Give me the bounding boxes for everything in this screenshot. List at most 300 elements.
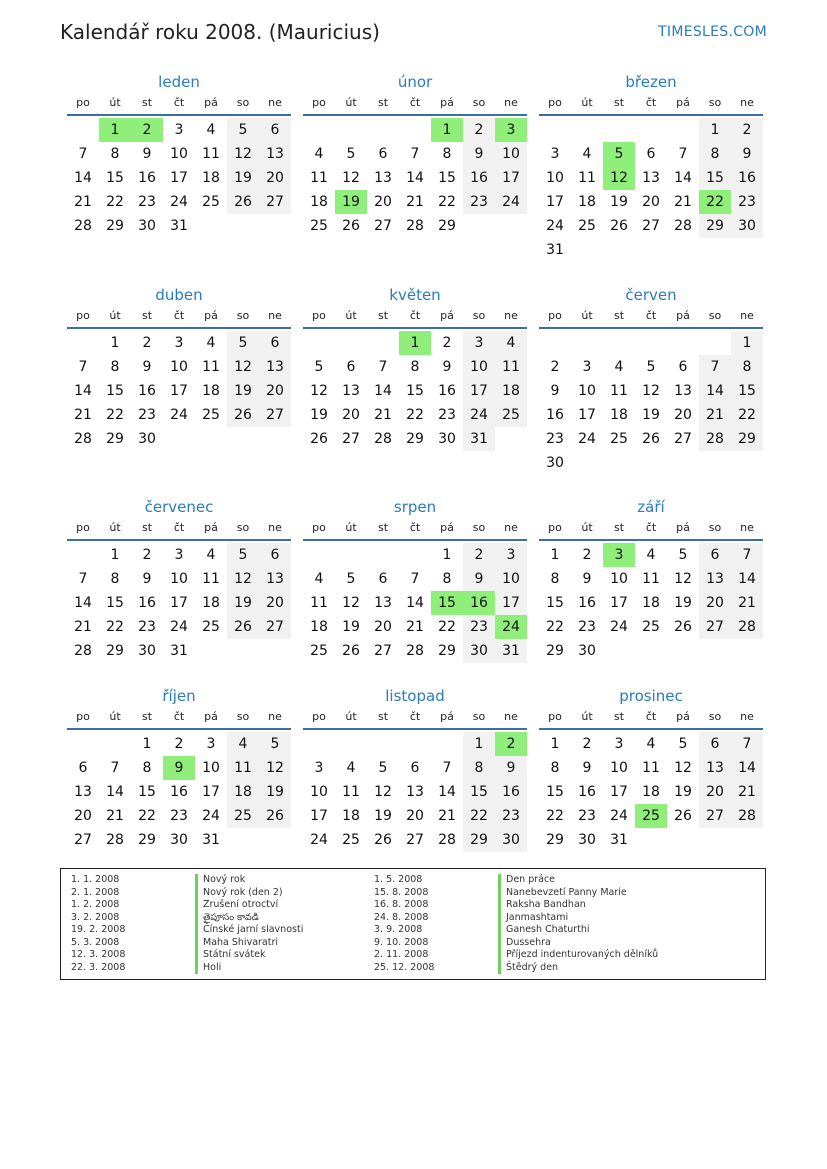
day-cell: 4	[206, 122, 216, 138]
day-cell: 3	[174, 122, 184, 138]
weekday-label: ne	[268, 96, 282, 109]
day-cell: 12	[259, 756, 291, 780]
day-cell: 25	[202, 194, 220, 210]
day-cell: 11	[310, 595, 328, 611]
empty-cell	[303, 118, 335, 142]
day-cell: 13	[259, 142, 291, 166]
day-cell: 13	[674, 383, 692, 399]
month-name: říjen	[162, 687, 196, 705]
holiday-day-cell: 22	[699, 190, 731, 214]
day-cell: 2	[731, 118, 763, 142]
day-grid	[67, 331, 291, 451]
day-cell: 22	[106, 194, 124, 210]
month-name: únor	[397, 73, 433, 91]
day-cell: 6	[378, 571, 388, 587]
empty-cell	[399, 118, 431, 142]
month-name: březen	[625, 73, 677, 91]
day-cell: 12	[642, 383, 660, 399]
day-cell: 24	[495, 190, 527, 214]
holiday-row	[374, 949, 658, 962]
holiday-day-cell: 3	[495, 118, 527, 142]
day-cell: 24	[463, 403, 495, 427]
holiday-date: 5. 3. 2008	[71, 936, 120, 948]
weekday-label: út	[581, 309, 593, 322]
weekday-label: so	[708, 96, 722, 109]
day-cell: 4	[206, 335, 216, 351]
day-cell: 17	[546, 194, 564, 210]
weekday-header	[67, 94, 291, 116]
day-cell: 29	[699, 214, 731, 238]
day-cell: 5	[227, 118, 259, 142]
day-cell: 5	[646, 359, 656, 375]
day-cell: 21	[699, 403, 731, 427]
holiday-day-cell: 5	[603, 142, 635, 166]
day-cell: 2	[463, 118, 495, 142]
day-cell: 28	[731, 615, 763, 639]
day-cell: 20	[259, 166, 291, 190]
day-cell: 19	[374, 808, 392, 824]
day-cell: 23	[546, 431, 564, 447]
holiday-row	[71, 899, 303, 912]
day-grid	[539, 543, 763, 663]
day-cell: 26	[342, 218, 360, 234]
weekday-label: čt	[409, 710, 421, 723]
day-cell: 25	[202, 407, 220, 423]
holiday-date: 2. 1. 2008	[71, 886, 120, 898]
holiday-date: 9. 10. 2008	[374, 936, 429, 948]
weekday-label: po	[76, 96, 90, 109]
day-cell: 31	[170, 218, 188, 234]
holiday-row	[71, 912, 303, 925]
day-cell: 13	[259, 567, 291, 591]
day-cell: 1	[699, 118, 731, 142]
holiday-name: Den práce	[498, 874, 555, 887]
day-cell: 20	[74, 808, 92, 824]
day-cell: 28	[674, 218, 692, 234]
weekday-label: pá	[204, 710, 218, 723]
holiday-name: Zrušení otroctví	[195, 899, 278, 912]
holiday-day-cell: 3	[603, 543, 635, 567]
weekday-label: so	[708, 309, 722, 322]
day-grid	[303, 331, 527, 451]
month-září	[539, 495, 763, 663]
day-cell: 11	[642, 760, 660, 776]
day-cell: 13	[642, 170, 660, 186]
day-grid	[67, 118, 291, 238]
day-cell: 27	[74, 832, 92, 848]
day-cell: 31	[170, 643, 188, 659]
day-cell: 2	[463, 543, 495, 567]
empty-cell	[699, 331, 731, 355]
day-cell: 7	[78, 359, 88, 375]
holiday-row	[374, 962, 658, 975]
day-cell: 21	[406, 194, 424, 210]
day-cell: 7	[378, 359, 388, 375]
day-cell: 30	[170, 832, 188, 848]
day-cell: 14	[374, 383, 392, 399]
holiday-date: 15. 8. 2008	[374, 886, 429, 898]
holiday-name: Čínské jarní slavnosti	[195, 924, 303, 937]
holiday-name: Ganesh Chaturthi	[498, 924, 590, 937]
empty-cell	[367, 118, 399, 142]
day-cell: 22	[106, 619, 124, 635]
weekday-label: po	[76, 309, 90, 322]
day-cell: 23	[578, 808, 596, 824]
day-cell: 4	[614, 359, 624, 375]
month-březen	[539, 70, 763, 262]
weekday-header	[67, 519, 291, 541]
day-cell: 30	[438, 431, 456, 447]
day-cell: 1	[110, 335, 120, 351]
weekday-label: st	[141, 521, 153, 534]
day-cell: 14	[438, 784, 456, 800]
month-květen	[303, 283, 527, 451]
weekday-label: čt	[173, 309, 185, 322]
empty-cell	[399, 543, 431, 567]
day-cell: 27	[674, 431, 692, 447]
day-cell: 15	[438, 170, 456, 186]
day-cell: 3	[495, 543, 527, 567]
day-cell: 8	[550, 760, 560, 776]
day-grid	[303, 732, 527, 852]
month-name: prosinec	[619, 687, 683, 705]
holiday-row	[71, 924, 303, 937]
day-cell: 3	[582, 359, 592, 375]
day-cell: 15	[406, 383, 424, 399]
day-cell: 30	[578, 643, 596, 659]
weekday-label: čt	[645, 309, 657, 322]
month-červenec	[67, 495, 291, 663]
holiday-row	[374, 887, 658, 900]
day-cell: 10	[495, 142, 527, 166]
day-cell: 16	[495, 780, 527, 804]
day-cell: 14	[106, 784, 124, 800]
day-cell: 27	[374, 643, 392, 659]
day-cell: 26	[374, 832, 392, 848]
empty-cell	[635, 331, 667, 355]
day-cell: 22	[731, 403, 763, 427]
holiday-list	[60, 868, 766, 980]
day-cell: 11	[202, 146, 220, 162]
day-cell: 12	[227, 142, 259, 166]
day-cell: 16	[138, 383, 156, 399]
empty-cell	[635, 118, 667, 142]
weekday-header	[303, 708, 527, 730]
day-cell: 3	[314, 760, 324, 776]
day-cell: 8	[731, 355, 763, 379]
day-cell: 5	[678, 547, 688, 563]
day-cell: 30	[138, 431, 156, 447]
day-cell: 15	[731, 379, 763, 403]
day-cell: 18	[610, 407, 628, 423]
day-cell: 17	[610, 595, 628, 611]
day-cell: 10	[610, 760, 628, 776]
day-cell: 19	[342, 619, 360, 635]
day-cell: 6	[259, 118, 291, 142]
day-cell: 9	[463, 567, 495, 591]
holiday-name: Státní svátek	[195, 949, 265, 962]
holiday-name: Příjezd indenturovaných dělníků	[498, 949, 658, 962]
month-name: srpen	[393, 498, 437, 516]
weekday-label: so	[236, 521, 250, 534]
day-cell: 14	[674, 170, 692, 186]
day-cell: 16	[463, 166, 495, 190]
day-cell: 9	[463, 142, 495, 166]
brand-link[interactable]: TIMESLES.COM	[658, 24, 767, 40]
day-cell: 7	[410, 146, 420, 162]
day-cell: 18	[642, 784, 660, 800]
day-cell: 26	[227, 615, 259, 639]
day-cell: 27	[374, 218, 392, 234]
holiday-date: 3. 9. 2008	[374, 924, 423, 935]
holiday-date: 22. 3. 2008	[71, 961, 126, 973]
day-cell: 23	[463, 190, 495, 214]
holiday-date: 12. 3. 2008	[71, 949, 126, 960]
weekday-header	[303, 94, 527, 116]
day-cell: 19	[674, 784, 692, 800]
day-cell: 29	[546, 643, 564, 659]
day-cell: 19	[610, 194, 628, 210]
holiday-day-cell: 1	[399, 331, 431, 355]
day-cell: 21	[406, 619, 424, 635]
day-cell: 5	[346, 571, 356, 587]
empty-cell	[335, 543, 367, 567]
day-cell: 27	[259, 615, 291, 639]
weekday-header	[303, 307, 527, 329]
day-cell: 28	[106, 832, 124, 848]
day-cell: 4	[206, 547, 216, 563]
day-cell: 20	[259, 591, 291, 615]
day-cell: 30	[546, 455, 564, 471]
weekday-label: po	[312, 309, 326, 322]
holiday-date: 19. 2. 2008	[71, 924, 126, 935]
weekday-label: po	[312, 96, 326, 109]
weekday-label: ne	[504, 309, 518, 322]
day-cell: 4	[582, 146, 592, 162]
weekday-label: pá	[676, 521, 690, 534]
day-cell: 23	[438, 407, 456, 423]
day-cell: 11	[610, 383, 628, 399]
day-cell: 4	[227, 732, 259, 756]
empty-cell	[367, 331, 399, 355]
day-cell: 29	[731, 427, 763, 451]
day-cell: 15	[106, 383, 124, 399]
day-cell: 7	[78, 146, 88, 162]
day-cell: 7	[731, 543, 763, 567]
day-cell: 27	[642, 218, 660, 234]
day-cell: 1	[731, 331, 763, 355]
day-cell: 11	[342, 784, 360, 800]
day-cell: 17	[202, 784, 220, 800]
day-cell: 1	[463, 732, 495, 756]
day-cell: 14	[731, 567, 763, 591]
weekday-label: so	[708, 710, 722, 723]
day-cell: 26	[674, 619, 692, 635]
day-cell: 14	[74, 170, 92, 186]
day-cell: 4	[646, 547, 656, 563]
day-cell: 28	[74, 431, 92, 447]
day-cell: 22	[438, 194, 456, 210]
day-cell: 16	[170, 784, 188, 800]
weekday-label: ne	[504, 710, 518, 723]
day-cell: 25	[310, 218, 328, 234]
day-cell: 20	[342, 407, 360, 423]
day-cell: 6	[646, 146, 656, 162]
month-leden	[67, 70, 291, 238]
day-cell: 2	[442, 335, 452, 351]
weekday-label: po	[548, 521, 562, 534]
day-cell: 7	[731, 732, 763, 756]
day-cell: 12	[342, 170, 360, 186]
empty-cell	[67, 331, 99, 355]
day-cell: 25	[310, 643, 328, 659]
day-cell: 31	[546, 242, 564, 258]
day-cell: 8	[410, 359, 420, 375]
day-cell: 12	[310, 383, 328, 399]
day-cell: 13	[699, 756, 731, 780]
day-cell: 31	[202, 832, 220, 848]
day-cell: 11	[495, 355, 527, 379]
empty-cell	[667, 331, 699, 355]
day-cell: 3	[614, 736, 624, 752]
weekday-label: út	[345, 521, 357, 534]
weekday-label: po	[548, 710, 562, 723]
weekday-label: pá	[440, 521, 454, 534]
weekday-label: st	[141, 710, 153, 723]
weekday-label: po	[548, 309, 562, 322]
empty-cell	[367, 543, 399, 567]
day-cell: 25	[227, 804, 259, 828]
day-cell: 21	[731, 591, 763, 615]
day-cell: 10	[202, 760, 220, 776]
day-cell: 9	[582, 760, 592, 776]
day-cell: 15	[463, 780, 495, 804]
holiday-date: 1. 5. 2008	[374, 874, 423, 885]
day-cell: 7	[442, 760, 452, 776]
weekday-label: út	[581, 710, 593, 723]
day-cell: 21	[74, 194, 92, 210]
day-cell: 10	[170, 359, 188, 375]
day-cell: 29	[406, 431, 424, 447]
day-cell: 11	[227, 756, 259, 780]
month-únor	[303, 70, 527, 238]
day-cell: 29	[106, 218, 124, 234]
day-cell: 6	[678, 359, 688, 375]
day-cell: 8	[110, 571, 120, 587]
weekday-label: út	[109, 521, 121, 534]
day-cell: 3	[206, 736, 216, 752]
weekday-label: st	[613, 521, 625, 534]
weekday-label: pá	[440, 96, 454, 109]
day-cell: 5	[346, 146, 356, 162]
day-cell: 30	[578, 832, 596, 848]
day-cell: 29	[138, 832, 156, 848]
holiday-day-cell: 24	[495, 615, 527, 639]
month-name: květen	[389, 286, 441, 304]
day-cell: 30	[138, 218, 156, 234]
day-cell: 11	[578, 170, 596, 186]
weekday-label: ne	[740, 710, 754, 723]
weekday-label: st	[141, 309, 153, 322]
day-grid	[539, 118, 763, 262]
day-cell: 14	[74, 595, 92, 611]
day-cell: 6	[699, 732, 731, 756]
day-cell: 26	[674, 808, 692, 824]
day-cell: 23	[463, 615, 495, 639]
holiday-name: Nanebevzetí Panny Marie	[498, 887, 627, 900]
day-cell: 14	[699, 379, 731, 403]
day-cell: 12	[374, 784, 392, 800]
day-cell: 6	[259, 543, 291, 567]
month-červen	[539, 283, 763, 475]
day-cell: 16	[138, 595, 156, 611]
weekday-label: st	[377, 96, 389, 109]
day-cell: 20	[374, 619, 392, 635]
holiday-row	[71, 937, 303, 950]
day-cell: 25	[578, 218, 596, 234]
day-cell: 6	[699, 543, 731, 567]
day-cell: 4	[346, 760, 356, 776]
empty-cell	[99, 732, 131, 756]
weekday-label: ne	[268, 521, 282, 534]
holiday-row	[374, 937, 658, 950]
day-cell: 15	[138, 784, 156, 800]
day-cell: 18	[642, 595, 660, 611]
empty-cell	[539, 118, 571, 142]
weekday-label: čt	[173, 96, 185, 109]
holiday-date: 1. 2. 2008	[71, 899, 120, 910]
day-cell: 6	[410, 760, 420, 776]
empty-cell	[571, 118, 603, 142]
day-cell: 23	[578, 619, 596, 635]
holiday-day-cell: 1	[99, 118, 131, 142]
weekday-header	[539, 519, 763, 541]
day-cell: 17	[578, 407, 596, 423]
weekday-label: st	[613, 710, 625, 723]
weekday-label: čt	[409, 96, 421, 109]
day-cell: 13	[342, 383, 360, 399]
day-cell: 8	[142, 760, 152, 776]
day-cell: 28	[406, 643, 424, 659]
day-grid	[539, 732, 763, 852]
day-grid	[539, 331, 763, 475]
weekday-label: st	[377, 521, 389, 534]
day-cell: 28	[406, 218, 424, 234]
holiday-row	[71, 874, 303, 887]
day-cell: 28	[74, 643, 92, 659]
day-cell: 22	[406, 407, 424, 423]
holiday-name: Nový rok (den 2)	[195, 887, 283, 900]
day-cell: 14	[406, 170, 424, 186]
holiday-day-cell: 16	[463, 591, 495, 615]
day-cell: 18	[495, 379, 527, 403]
day-cell: 17	[310, 808, 328, 824]
holiday-row	[374, 899, 658, 912]
day-cell: 20	[642, 194, 660, 210]
weekday-label: út	[345, 96, 357, 109]
day-cell: 19	[227, 166, 259, 190]
day-cell: 26	[227, 403, 259, 427]
day-cell: 31	[463, 427, 495, 451]
day-cell: 8	[550, 571, 560, 587]
month-srpen	[303, 495, 527, 663]
day-cell: 8	[463, 756, 495, 780]
day-cell: 18	[202, 170, 220, 186]
day-cell: 23	[495, 804, 527, 828]
day-cell: 3	[463, 331, 495, 355]
day-cell: 17	[610, 784, 628, 800]
weekday-label: čt	[645, 710, 657, 723]
